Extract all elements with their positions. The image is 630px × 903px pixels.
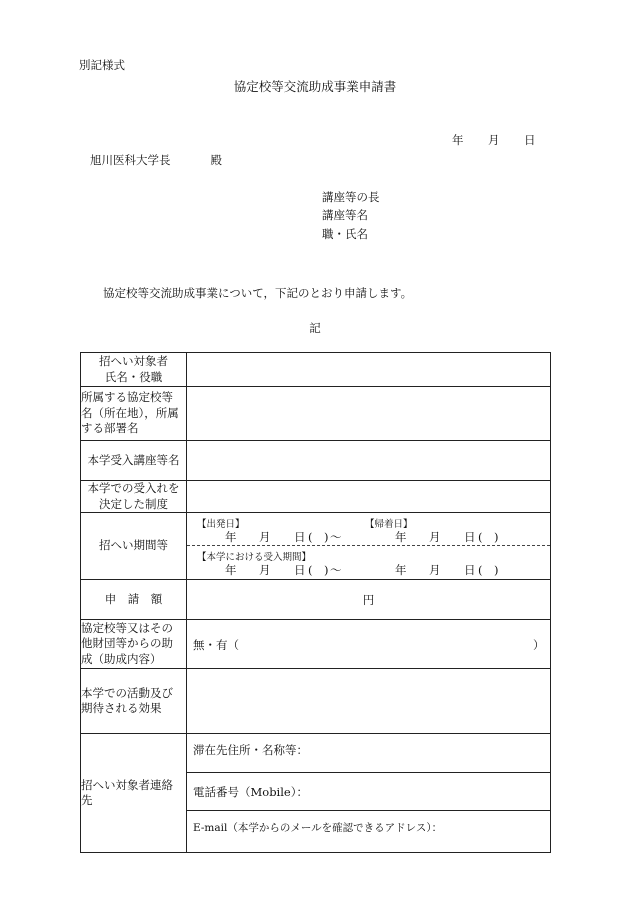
application-table <box>80 352 551 853</box>
label-effect: 本学での活動及び 期待される効果 <box>81 669 187 734</box>
row-system <box>81 481 551 513</box>
honorific: 殿 <box>210 153 222 167</box>
date-day: 日 <box>524 133 536 147</box>
field-effect[interactable] <box>187 669 551 734</box>
return-label: 【帰着日】 <box>365 519 413 531</box>
field-period[interactable]: 【出発日】 【帰着日】 年 月 日 ( ) ～ 年 月 日 ( ) 【本学における受入期間】 年 月 日 ( ) ～ 年 月 日 ( ) <box>187 513 551 580</box>
field-amount[interactable] <box>187 580 551 620</box>
field-other-aid[interactable] <box>187 620 551 669</box>
row-amount <box>81 580 551 620</box>
contact-divider-2 <box>187 810 550 811</box>
label-period: 招へい期間等 <box>81 513 187 580</box>
row-contact <box>81 734 551 853</box>
label-affiliation: 所属する協定校等 名（所在地），所属 する部署名 <box>81 387 187 441</box>
field-system[interactable] <box>187 481 551 513</box>
label-invitee: 招へい対象者 氏名・役職 <box>81 353 187 387</box>
addressee <box>90 152 222 168</box>
form-label: 別記様式 <box>79 58 125 72</box>
field-contact <box>187 734 551 853</box>
applicant-position-name: 職・氏名 <box>322 227 368 241</box>
field-affiliation[interactable] <box>187 387 551 441</box>
label-amount: 申 請 額 <box>81 580 187 620</box>
document-title: 協定校等交流助成事業申請書 <box>233 79 397 94</box>
ki-heading: 記 <box>309 321 321 335</box>
date-year: 年 <box>452 133 464 147</box>
departure-label: 【出発日】 <box>197 519 245 531</box>
statement: 協定校等交流助成事業について，下記のとおり申請します。 <box>103 286 413 300</box>
field-host-dept[interactable] <box>187 441 551 481</box>
applicant-head: 講座等の長 <box>322 190 380 204</box>
label-system: 本学での受入れを 決定した制度 <box>81 481 187 513</box>
row-other-aid <box>81 620 551 669</box>
label-host-dept: 本学受入講座等名 <box>81 441 187 481</box>
contact-address[interactable]: 滞在先住所・名称等： <box>193 743 308 758</box>
field-invitee[interactable] <box>187 353 551 387</box>
date-month: 月 <box>488 133 500 147</box>
amount-unit: 円 <box>362 592 375 607</box>
label-other-aid: 協定校等又はその 他財団等からの助 成（助成内容） <box>81 620 187 669</box>
applicant-dept: 講座等名 <box>322 208 368 222</box>
label-contact: 招へい対象者連絡 先 <box>81 734 187 853</box>
contact-phone[interactable]: 電話番号（Mobile）： <box>193 785 308 800</box>
addressee-name: 旭川医科大学長 <box>90 153 171 167</box>
other-aid-choice: 無・有（ <box>193 638 239 653</box>
row-period <box>81 513 551 580</box>
other-aid-close: ） <box>533 638 545 653</box>
row-host-dept <box>81 441 551 481</box>
stay-period-label: 【本学における受入期間】 <box>197 552 312 564</box>
contact-divider-1 <box>187 772 550 773</box>
contact-email[interactable]: E-mail（本学からのメールを確認できるアドレス）： <box>193 822 443 835</box>
row-effect <box>81 669 551 734</box>
row-invitee <box>81 353 551 387</box>
period-divider <box>187 545 550 546</box>
row-affiliation <box>81 387 551 441</box>
